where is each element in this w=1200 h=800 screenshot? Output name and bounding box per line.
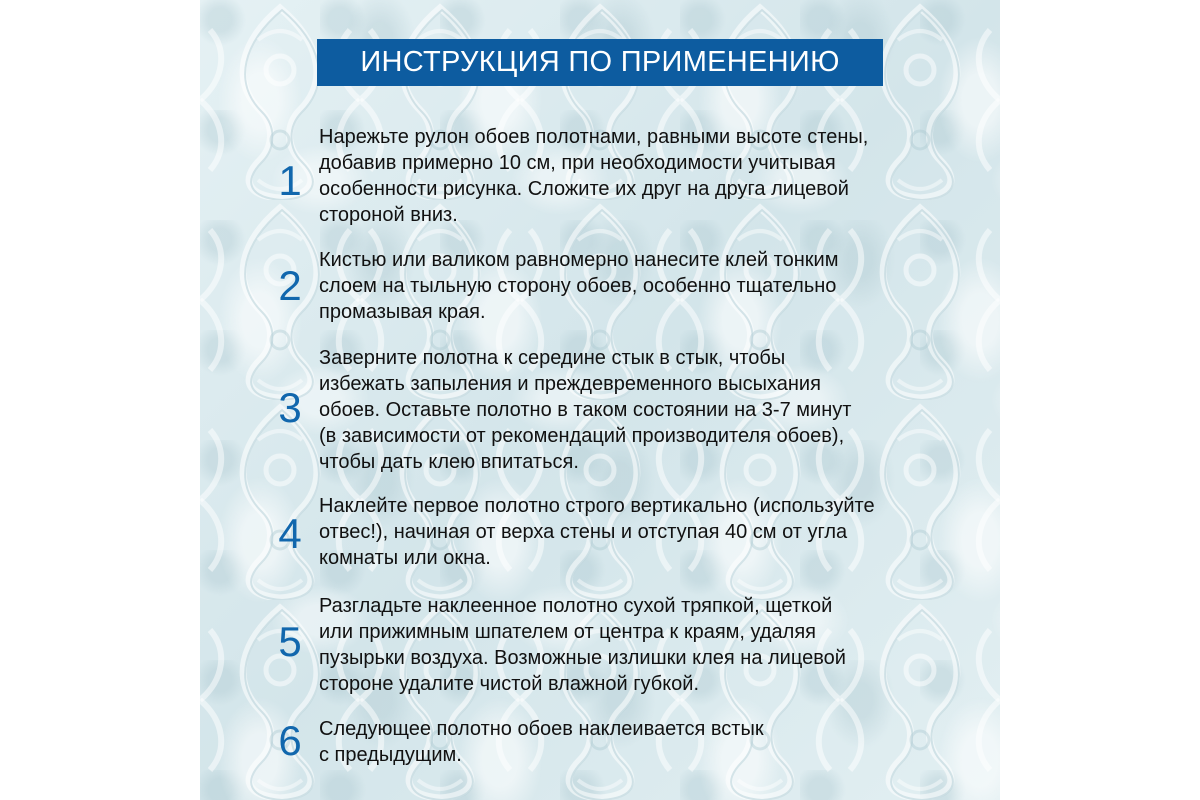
- step-text: Следующее полотно обоев наклеивается встык с предыдущим.: [319, 718, 764, 766]
- step-text: Разгладьте наклеенное полотно сухой тряпкой, щеткой или прижимным шпателем от центра к краям, удаляя пузырьки воздуха. Возможные излишки клея на лицевой стороне удалите чистой влажной губкой.: [319, 595, 846, 695]
- step-number: 6: [278, 717, 302, 764]
- step-text: Нарежьте рулон обоев полотнами, равными высоте стены, добавив примерно 10 см, при необходимости учитывая особенности рисунка. Сложите их друг на друга лицевой стороной вниз.: [319, 126, 869, 226]
- step-number: 5: [278, 618, 302, 665]
- instruction-panel: [200, 0, 1000, 800]
- step-text: Наклейте первое полотно строго вертикально (используйте отвес!), начиная от верха стены и отступая 40 см от угла комнаты или окна.: [319, 495, 875, 569]
- instruction-title: ИНСТРУКЦИЯ ПО ПРИМЕНЕНИЮ: [317, 39, 883, 86]
- step-number: 2: [278, 262, 302, 309]
- step-number: 1: [278, 157, 302, 204]
- step-text: Заверните полотна к середине стык в стык, чтобы избежать запыления и преждевременного высыхания обоев. Оставьте полотно в таком состоянии на 3-7 минут (в зависимости от рекомендаций производителя обоев), чтобы дать клею впитаться.: [319, 347, 852, 473]
- step-text: Кистью или валиком равномерно нанесите клей тонким слоем на тыльную сторону обоев, особенно тщательно промазывая края.: [319, 249, 839, 323]
- step-number: 3: [278, 384, 302, 431]
- step-number: 4: [278, 510, 302, 557]
